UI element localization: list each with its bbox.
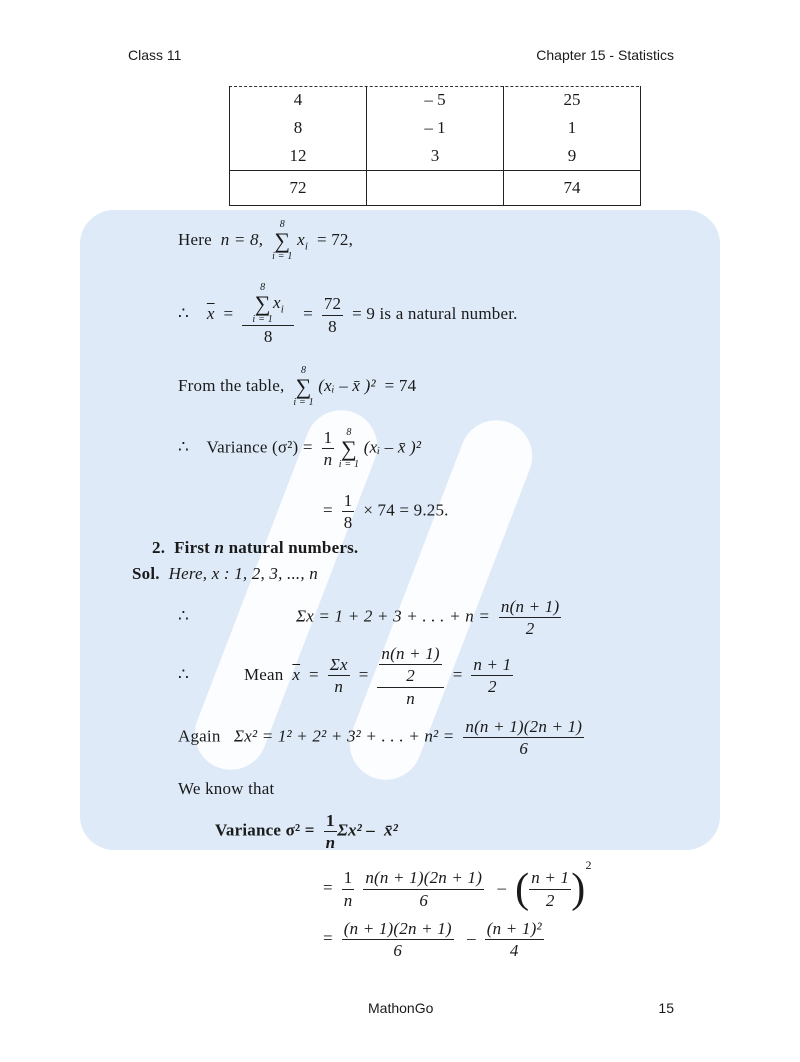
question-2-title: 2. First n natural numbers. <box>152 538 359 557</box>
table-cell: 9 <box>504 142 641 171</box>
line-we-know: We know that <box>178 779 275 798</box>
line-mean-x: ∴ Mean $\overline{x}$ = $\frac{\Sigma x}{n}$ = $\frac{\frac{n(n + 1)}{2}}{n}$ = $\frac{n + 1}{2}$ <box>178 644 512 708</box>
table-cell: 4 <box>230 86 367 114</box>
table-cell <box>367 171 504 206</box>
table-cell: 74 <box>504 171 641 206</box>
table-cell: 25 <box>504 86 641 114</box>
line-variance-step1: = $\frac{1}{n}$ $\frac{n(n + 1)(2n + 1)}{6}$ – ( $\frac{n + 1}{2}$ )$^2$ <box>323 858 592 913</box>
table-cell: 8 <box>230 114 367 142</box>
line-variance-formula: Variance σ² = $\frac{1}{n}$ Σx² – x̄² <box>215 811 399 853</box>
table-cell: 1 <box>504 114 641 142</box>
data-table <box>229 86 641 206</box>
table-cell: 3 <box>367 142 504 171</box>
table-cell: 12 <box>230 142 367 171</box>
line-variance-step2: = $\frac{(n + 1)(2n + 1)}{6}$ – $\frac{\text{(n + 1)²}}{4}$ <box>323 919 542 961</box>
table-total-row <box>230 171 641 206</box>
line-from-table: From the table, 8 ∑ i = 1 (xᵢ – x̄ )² = 74 <box>178 365 417 408</box>
line-sum-x: ∴ Σx = 1 + 2 + 3 + . . . + n = $\frac{n(n + 1)}{2}$ <box>178 597 560 639</box>
table-row <box>230 142 641 171</box>
table-cell: – 1 <box>367 114 504 142</box>
table-row <box>230 114 641 142</box>
line-variance-result: = $\frac{1}{8}$ × 74 = 9.25. <box>323 491 449 533</box>
page-number: 15 <box>658 1000 674 1016</box>
line-here-n: Here n = 8, 8 ∑ i = 1 $x_i = 72$, <box>178 219 354 262</box>
line-variance: ∴ Variance (σ²) = $\frac{1}{n}$ 8 ∑ i = 1 (xᵢ – x̄ )² <box>178 426 422 470</box>
header-chapter: Chapter 15 - Statistics <box>536 47 674 63</box>
table-cell: – 5 <box>367 86 504 114</box>
footer-brand: MathonGo <box>368 1000 434 1016</box>
header-class: Class 11 <box>128 47 182 63</box>
line-mean: ∴ $\overline{x}$ = 8 ∑ i = 1 $x_i$ 8 = $\frac{72}{8}$ = 9 is a natural number. <box>178 282 518 346</box>
table-cell: 72 <box>230 171 367 206</box>
line-sol-here: Sol. Here, x : 1, 2, 3, ..., n <box>132 564 318 583</box>
table-row <box>230 86 641 114</box>
line-sum-squares: Again Σx² = 1² + 2² + 3² + . . . + n² = $\frac{n(n + 1)(2n + 1)}{6}$ <box>178 717 583 759</box>
